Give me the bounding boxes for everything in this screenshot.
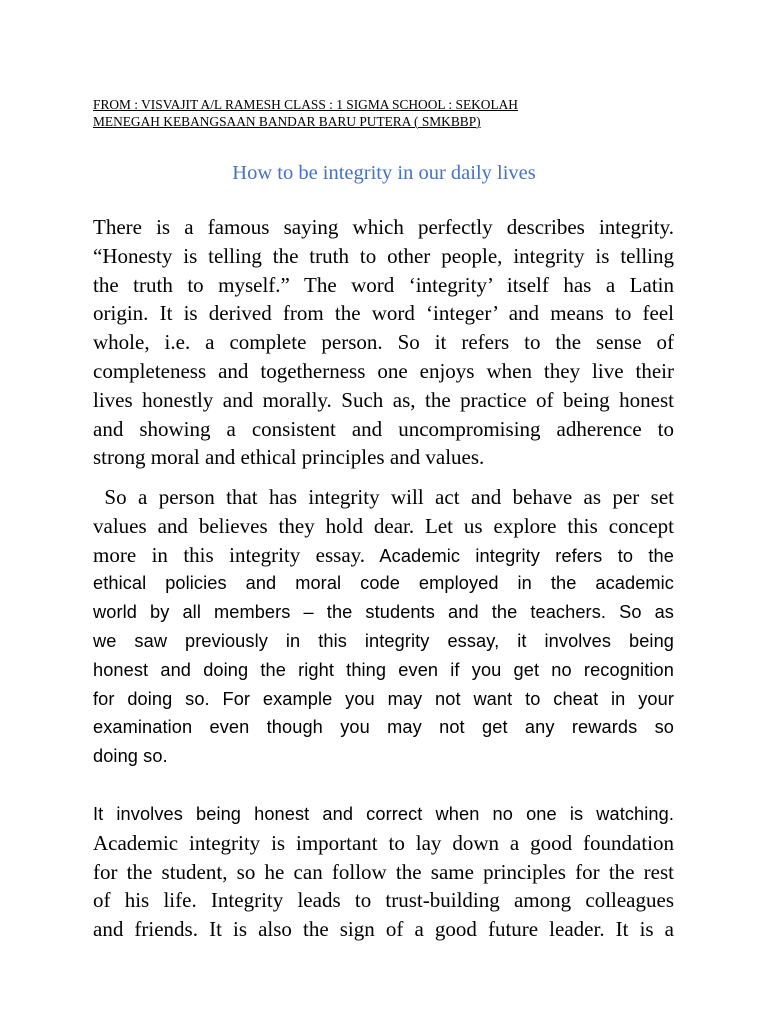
text-line: we saw previously in this integrity essay, it involves being [93,630,674,651]
header-line-2: MENEGAH KEBANGSAAN BANDAR BARU PUTERA ( SMKBBP) [93,114,481,129]
text-segment: Academic integrity refers to the [365,545,674,566]
text-line: the truth to myself.” The word ‘integrity’ itself has a Latin [93,272,674,297]
text-line: “Honesty is telling the truth to other people, integrity is telling [93,243,674,268]
text-line: lives honestly and morally. Such as, the practice of being honest [93,387,674,412]
text-line: of his life. Integrity leads to trust-building among colleagues [93,888,674,913]
text-line: world by all members – the students and the teachers. So as [93,602,674,623]
text-line: origin. It is derived from the word ‘integer’ and means to feel [93,301,674,326]
text-line-mixed [93,541,674,570]
paragraph-2 [93,483,674,771]
author-header [93,96,693,130]
text-line: and showing a consistent and uncompromising adherence to [93,416,674,441]
text-line: completeness and togetherness one enjoys when they live their [93,358,674,383]
text-line: doing so. [93,746,168,767]
text-line: whole, i.e. a complete person. So it refers to the sense of [93,330,674,355]
paragraph-1 [93,213,674,472]
text-line: values and believes they hold dear. Let us explore this concept [93,513,674,538]
text-segment: more in this integrity essay. [93,542,366,567]
text-line: examination even though you may not get any rewards so [93,717,674,738]
header-line-1: FROM : VISVAJIT A/L RAMESH CLASS : 1 SIGMA SCHOOL : SEKOLAH [93,97,518,112]
text-line: honest and doing the right thing even if you get no recognition [93,659,674,680]
text-line: There is a famous saying which perfectly describes integrity. [93,215,674,239]
text-line: It involves being honest and correct when no one is watching. [93,804,674,824]
text-line: Academic integrity is important to lay down a good foundation [93,830,674,855]
text-line: So a person that has integrity will act and behave as per set [93,485,674,509]
text-line: and friends. It is also the sign of a good future leader. It is a [93,917,674,942]
paragraph-3 [93,800,674,944]
text-line: for doing so. For example you may not want to cheat in your [93,688,674,709]
text-line: for the student, so he can follow the same principles for the rest [93,859,674,884]
text-line: strong moral and ethical principles and values. [93,445,485,470]
text-line: ethical policies and moral code employed in the academic [93,573,674,594]
document-title: How to be integrity in our daily lives [232,162,536,184]
